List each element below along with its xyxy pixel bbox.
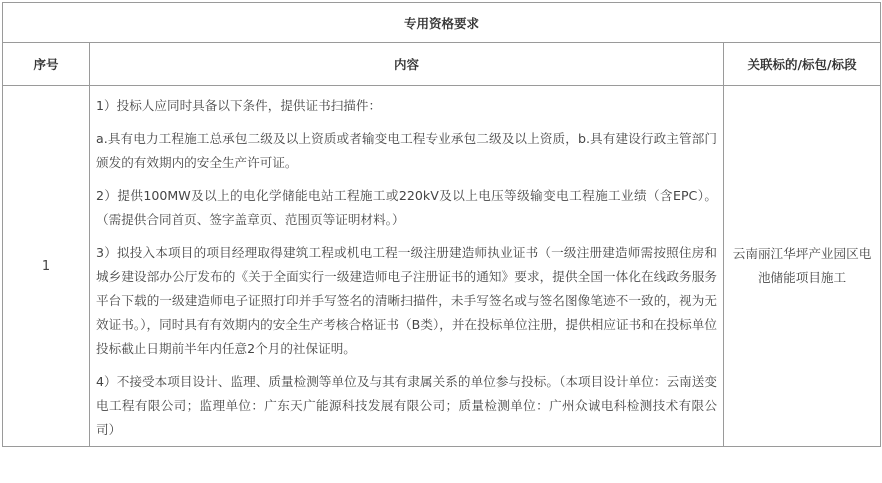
requirement-paragraph-2: a.具有电力工程施工总承包二级及以上资质或者输变电工程专业承包二级及以上资质，b.具有建设行政主管部门颁发的有效期内的安全生产许可证。 [96, 131, 717, 170]
requirement-content [90, 86, 724, 447]
table-row [3, 86, 881, 447]
row-index: 1 [3, 86, 90, 447]
header-index: 序号 [3, 43, 90, 86]
requirement-paragraph-1: 1）投标人应同时具备以下条件，提供证书扫描件： [96, 98, 382, 113]
header-content: 内容 [90, 43, 724, 86]
requirement-paragraph-5: 4）不接受本项目设计、监理、质量检测等单位及与其有隶属关系的单位参与投标。（本项目设计单位：云南送变电工程有限公司；监理单位：广东天广能源科技发展有限公司；质量检测单位：广州众诚电科检测技术有限公司） [96, 374, 717, 437]
requirement-paragraph-3: 2）提供100MW及以上的电化学储能电站工程施工或220kV及以上电压等级输变电工程施工业绩（含EPC）。（需提供合同首页、签字盖章页、范围页等证明材料。） [96, 188, 717, 227]
table-header-row [3, 43, 881, 86]
header-project: 关联标的/标包/标段 [724, 43, 881, 86]
qualification-table [2, 2, 881, 447]
requirement-paragraph-4: 3）拟投入本项目的项目经理取得建筑工程或机电工程一级注册建造师执业证书（一级注册建造师需按照住房和城乡建设部办公厅发布的《关于全面实行一级建造师电子注册证书的通知》要求，提供全国一体化在线政务服务平台下载的一级建造师电子证照打印并手写签名的清晰扫描件，未手写签名或与签名图像笔迹不一致的，视为无效证书。），同时具有有效期内的安全生产考核合格证书（B类），并在投标单位注册，提供相应证书和在投标单位投标截止日期前半年内任意2个月的社保证明。 [96, 245, 717, 356]
table-title: 专用资格要求 [3, 3, 881, 43]
related-project: 云南丽江华坪产业园区电池储能项目施工 [724, 86, 881, 447]
